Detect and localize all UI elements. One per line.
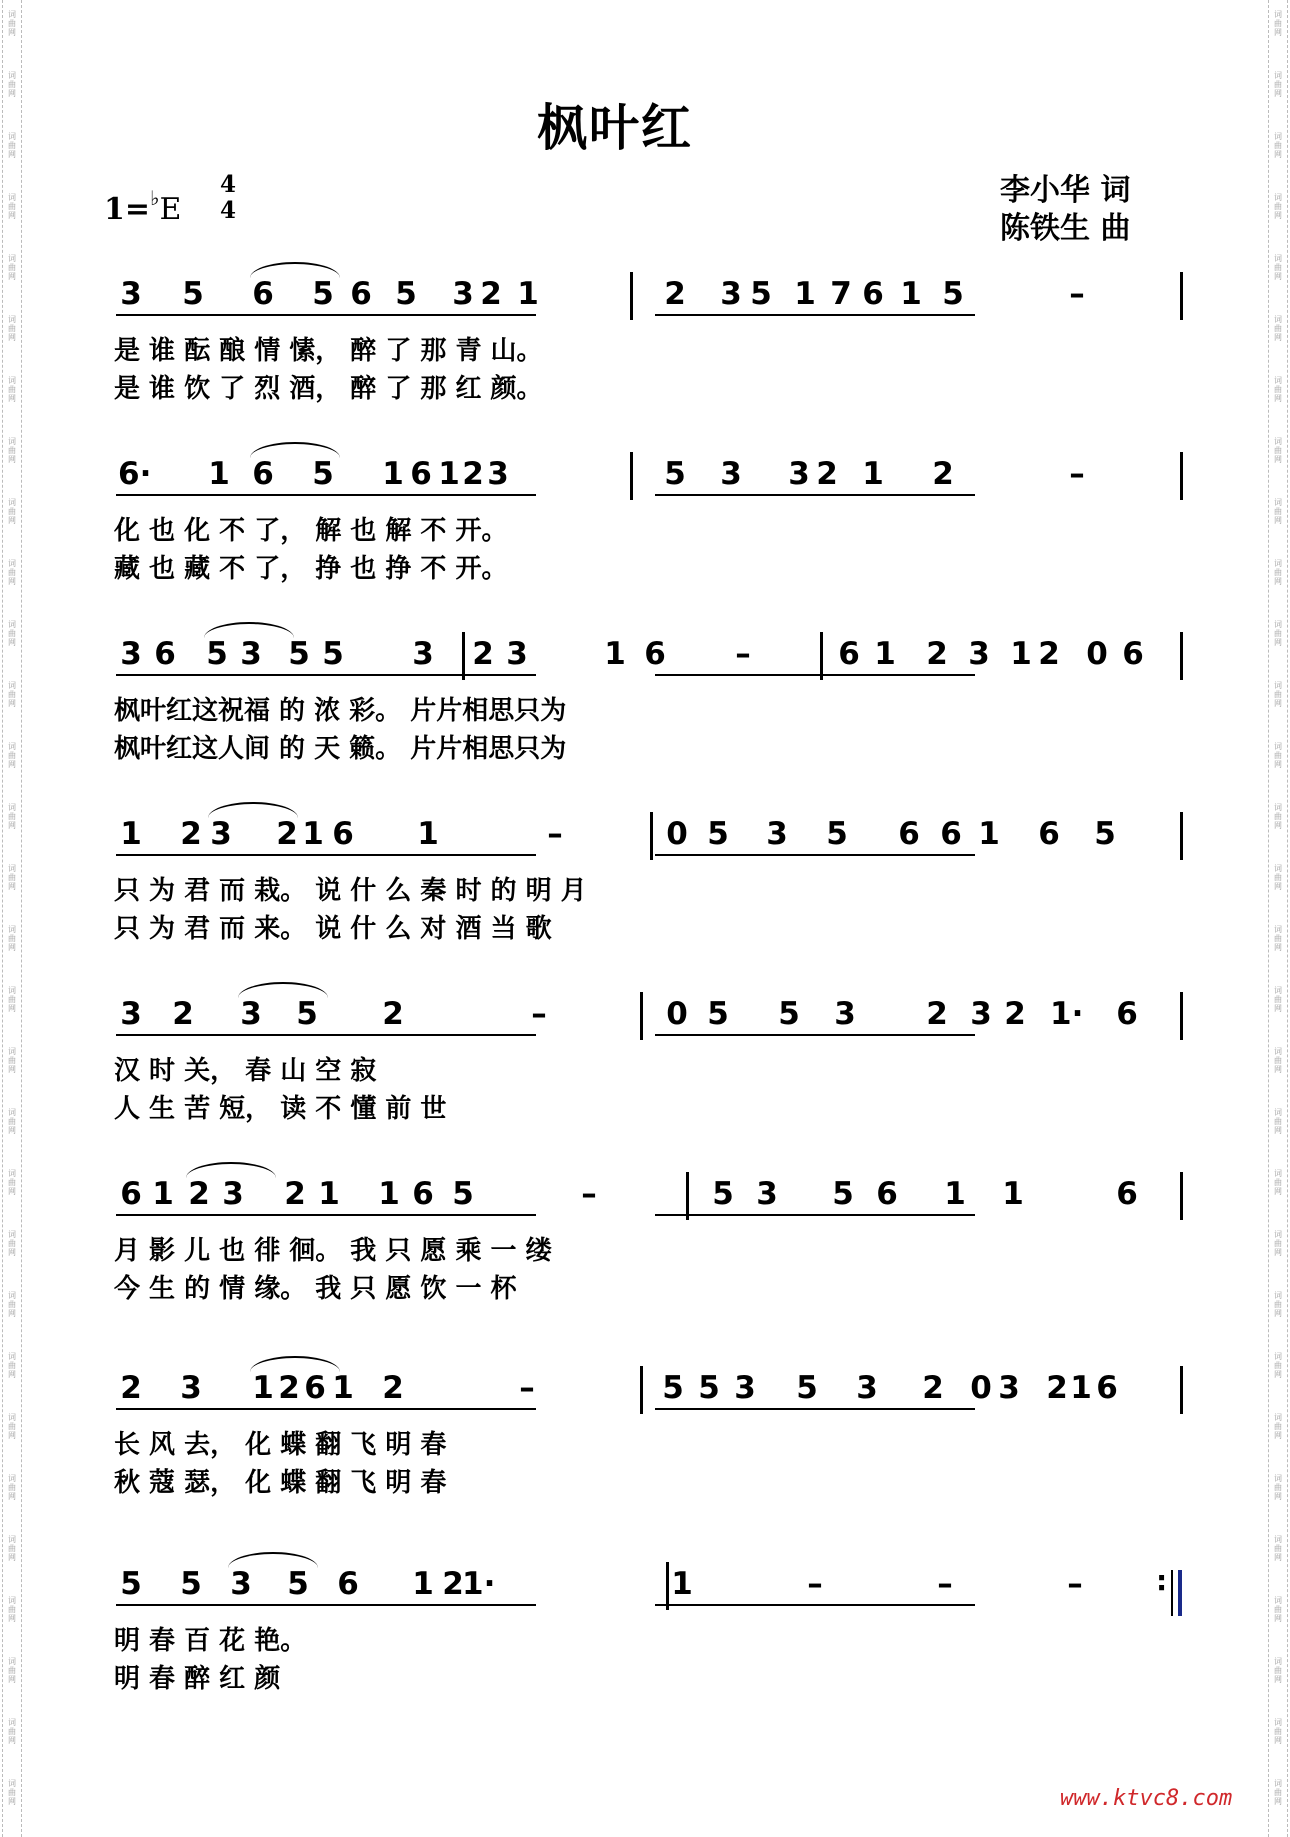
note: 6 bbox=[1116, 1176, 1138, 1212]
note: 2 bbox=[172, 996, 194, 1032]
slur-arc bbox=[186, 1162, 276, 1178]
note: 3 bbox=[856, 1370, 878, 1406]
note: 5 bbox=[452, 1176, 474, 1212]
note: – bbox=[531, 996, 547, 1032]
barline bbox=[640, 992, 643, 1040]
note: 3 bbox=[210, 816, 232, 852]
note: 6 bbox=[1116, 996, 1138, 1032]
watermark-text: 词曲网 bbox=[1274, 1596, 1282, 1623]
note: 1· bbox=[462, 1566, 496, 1602]
key-equals: = bbox=[124, 192, 151, 227]
note: 2 bbox=[472, 636, 494, 672]
watermark-text: 词曲网 bbox=[8, 1047, 16, 1074]
watermark-text: 词曲网 bbox=[8, 1779, 16, 1806]
lyric-verse-2: 枫叶红这人间 的 天 籁。 片片相思只为 bbox=[114, 734, 567, 764]
watermark-text: 词曲网 bbox=[1274, 498, 1282, 525]
beam-underline bbox=[116, 674, 536, 676]
note: 3 bbox=[720, 456, 742, 492]
watermark-text: 词曲网 bbox=[8, 1657, 16, 1684]
note: 0 bbox=[666, 816, 688, 852]
note: 6 bbox=[332, 816, 354, 852]
note: 6 bbox=[1096, 1370, 1118, 1406]
note: 5 bbox=[206, 636, 228, 672]
note: – bbox=[1069, 456, 1085, 492]
key-tonic: 1 bbox=[104, 192, 125, 227]
note: 1 bbox=[874, 636, 896, 672]
watermark-text: 词曲网 bbox=[8, 1413, 16, 1440]
note: 3 bbox=[734, 1370, 756, 1406]
beam-underline bbox=[655, 674, 975, 676]
time-signature-bottom: 4 bbox=[219, 197, 236, 224]
note: 5 bbox=[296, 996, 318, 1032]
note: 3 bbox=[968, 636, 990, 672]
watermark-text: 词曲网 bbox=[8, 1596, 16, 1623]
watermark-text: 词曲网 bbox=[8, 681, 16, 708]
final-barline-thick bbox=[1178, 1570, 1182, 1616]
note: 5 bbox=[832, 1176, 854, 1212]
key-note: E bbox=[159, 192, 182, 227]
note: 1 bbox=[378, 1176, 400, 1212]
note: 2 bbox=[120, 1370, 142, 1406]
note: 5 bbox=[826, 816, 848, 852]
note: 3 bbox=[788, 456, 810, 492]
note: – bbox=[807, 1566, 823, 1602]
note: 5 bbox=[778, 996, 800, 1032]
note: 1 bbox=[152, 1176, 174, 1212]
note: – bbox=[735, 636, 751, 672]
note: 5 bbox=[707, 996, 729, 1032]
watermark-text: 词曲网 bbox=[8, 498, 16, 525]
note: 2 bbox=[922, 1370, 944, 1406]
beam-underline bbox=[655, 1034, 975, 1036]
watermark-text: 词曲网 bbox=[1274, 254, 1282, 281]
note: 1 bbox=[944, 1176, 966, 1212]
watermark-text: 词曲网 bbox=[8, 620, 16, 647]
watermark-text: 词曲网 bbox=[8, 254, 16, 281]
note: 3 bbox=[222, 1176, 244, 1212]
note: 5 bbox=[698, 1370, 720, 1406]
note: – bbox=[581, 1176, 597, 1212]
flat-symbol: ♭ bbox=[150, 186, 160, 210]
watermark-text: 词曲网 bbox=[1274, 376, 1282, 403]
watermark-text: 词曲网 bbox=[1274, 71, 1282, 98]
note: 2 bbox=[278, 1370, 300, 1406]
note: 2 bbox=[276, 816, 298, 852]
watermark-text: 词曲网 bbox=[1274, 986, 1282, 1013]
watermark-text: 词曲网 bbox=[1274, 10, 1282, 37]
note: 5 bbox=[120, 1566, 142, 1602]
note: 3 bbox=[412, 636, 434, 672]
watermark-text: 词曲网 bbox=[8, 1230, 16, 1257]
note: 3 bbox=[756, 1176, 778, 1212]
note: 3 bbox=[506, 636, 528, 672]
note: 3 bbox=[240, 996, 262, 1032]
beam-underline bbox=[655, 1214, 975, 1216]
note: 2 bbox=[382, 996, 404, 1032]
lyric-verse-2: 只 为 君 而 来。 说 什 么 对 酒 当 歌 bbox=[114, 914, 552, 944]
barline bbox=[1180, 452, 1183, 500]
barline bbox=[1180, 1366, 1183, 1414]
note: 3 bbox=[240, 636, 262, 672]
note: – bbox=[519, 1370, 535, 1406]
watermark-text: 词曲网 bbox=[1274, 620, 1282, 647]
note: 3 bbox=[720, 276, 742, 312]
website-watermark: www.ktvc8.com bbox=[1060, 1786, 1233, 1811]
note: 1 bbox=[794, 276, 816, 312]
watermark-text: 词曲网 bbox=[8, 1352, 16, 1379]
barline bbox=[630, 452, 633, 500]
watermark-text: 词曲网 bbox=[1274, 1657, 1282, 1684]
watermark-text: 词曲网 bbox=[8, 1291, 16, 1318]
note: 5 bbox=[180, 1566, 202, 1602]
note: 3 bbox=[120, 996, 142, 1032]
note: 1 bbox=[412, 1566, 434, 1602]
slur-arc bbox=[204, 622, 294, 638]
beam-underline bbox=[116, 494, 536, 496]
note: 6· bbox=[118, 456, 152, 492]
watermark-text: 词曲网 bbox=[1274, 132, 1282, 159]
note: 5 bbox=[750, 276, 772, 312]
note: 5 bbox=[312, 456, 334, 492]
note: 6 bbox=[304, 1370, 326, 1406]
note: 5 bbox=[664, 456, 686, 492]
note: 6 bbox=[252, 276, 274, 312]
watermark-text: 词曲网 bbox=[1274, 925, 1282, 952]
beam-underline bbox=[655, 854, 975, 856]
note: 2 bbox=[926, 996, 948, 1032]
note: 6 bbox=[644, 636, 666, 672]
final-barline-thin bbox=[1171, 1570, 1173, 1616]
note: 3 bbox=[180, 1370, 202, 1406]
watermark-text: 词曲网 bbox=[8, 1108, 16, 1135]
watermark-text: 词曲网 bbox=[8, 1474, 16, 1501]
note: 1 bbox=[332, 1370, 354, 1406]
watermark-text: 词曲网 bbox=[8, 437, 16, 464]
watermark-text: 词曲网 bbox=[1274, 1413, 1282, 1440]
note: 5 bbox=[942, 276, 964, 312]
note: 2 bbox=[816, 456, 838, 492]
note: 6 bbox=[120, 1176, 142, 1212]
note: 2 bbox=[664, 276, 686, 312]
watermark-text: 词曲网 bbox=[1274, 1047, 1282, 1074]
time-signature-top: 4 bbox=[219, 171, 236, 198]
barline bbox=[462, 632, 465, 680]
note: 1 bbox=[208, 456, 230, 492]
beam-underline bbox=[116, 1214, 536, 1216]
barline bbox=[820, 632, 823, 680]
note: 2 bbox=[382, 1370, 404, 1406]
watermark-text: 词曲网 bbox=[1274, 1474, 1282, 1501]
watermark-text: 词曲网 bbox=[1274, 1718, 1282, 1745]
barline bbox=[686, 1172, 689, 1220]
lyric-verse-2: 人 生 苦 短， 读 不 懂 前 世 bbox=[114, 1094, 447, 1124]
note: 1 bbox=[604, 636, 626, 672]
watermark-text: 词曲网 bbox=[8, 315, 16, 342]
watermark-text: 词曲网 bbox=[8, 986, 16, 1013]
beam-underline bbox=[116, 1408, 536, 1410]
lyric-verse-1: 汉 时 关， 春 山 空 寂 bbox=[114, 1056, 377, 1086]
watermark-text: 词曲网 bbox=[1274, 742, 1282, 769]
note: 0 bbox=[666, 996, 688, 1032]
note: 3 bbox=[834, 996, 856, 1032]
lyric-verse-2: 明 春 醉 红 颜 bbox=[114, 1664, 281, 1694]
lyric-verse-2: 秋 蔻 瑟， 化 蝶 翻 飞 明 春 bbox=[114, 1468, 447, 1498]
watermark-text: 词曲网 bbox=[8, 1535, 16, 1562]
note: 6 bbox=[350, 276, 372, 312]
note: 5 bbox=[312, 276, 334, 312]
note: 2 bbox=[1004, 996, 1026, 1032]
note: 1 bbox=[438, 456, 460, 492]
beam-underline bbox=[655, 314, 975, 316]
lyric-verse-1: 枫叶红这祝福 的 浓 彩。 片片相思只为 bbox=[114, 696, 567, 726]
barline bbox=[1180, 632, 1183, 680]
watermark-text: 词曲网 bbox=[8, 132, 16, 159]
note: 0 bbox=[1086, 636, 1108, 672]
note: 6 bbox=[862, 276, 884, 312]
note: 2 bbox=[442, 1566, 464, 1602]
watermark-text: 词曲网 bbox=[1274, 437, 1282, 464]
note: 5 bbox=[707, 816, 729, 852]
watermark-text: 词曲网 bbox=[1274, 559, 1282, 586]
note: 1 bbox=[1070, 1370, 1092, 1406]
note: 6 bbox=[898, 816, 920, 852]
watermark-text: 词曲网 bbox=[1274, 1108, 1282, 1135]
watermark-text: 词曲网 bbox=[8, 864, 16, 891]
slur-arc bbox=[250, 262, 340, 278]
note: 3 bbox=[120, 636, 142, 672]
note: 1 bbox=[417, 816, 439, 852]
note: 5 bbox=[712, 1176, 734, 1212]
slur-arc bbox=[228, 1552, 318, 1568]
note: 6 bbox=[252, 456, 274, 492]
watermark-text: 词曲网 bbox=[8, 742, 16, 769]
composer: 陈铁生 曲 bbox=[1000, 211, 1131, 246]
note: 5 bbox=[796, 1370, 818, 1406]
watermark-text: 词曲网 bbox=[1274, 315, 1282, 342]
note: 7 bbox=[830, 276, 852, 312]
note: 2 bbox=[462, 456, 484, 492]
lyric-verse-2: 今 生 的 情 缘。 我 只 愿 饮 一 杯 bbox=[114, 1274, 517, 1304]
watermark-text: 词曲网 bbox=[8, 559, 16, 586]
note: – bbox=[1067, 1566, 1083, 1602]
barline bbox=[630, 272, 633, 320]
lyricist: 李小华 词 bbox=[1000, 173, 1131, 208]
lyric-verse-2: 是 谁 饮 了 烈 酒， 醉 了 那 红 颜。 bbox=[114, 374, 543, 404]
note: 2 bbox=[284, 1176, 306, 1212]
beam-underline bbox=[116, 314, 536, 316]
watermark-text: 词曲网 bbox=[8, 1718, 16, 1745]
beam-underline bbox=[655, 1408, 975, 1410]
note: 1 bbox=[978, 816, 1000, 852]
watermark-text: 词曲网 bbox=[1274, 193, 1282, 220]
watermark-text: 词曲网 bbox=[8, 10, 16, 37]
barline bbox=[1180, 992, 1183, 1040]
note: 1 bbox=[900, 276, 922, 312]
watermark-text: 词曲网 bbox=[1274, 1169, 1282, 1196]
note: 3 bbox=[230, 1566, 252, 1602]
note: 6 bbox=[838, 636, 860, 672]
note: 1 bbox=[382, 456, 404, 492]
lyric-verse-2: 藏 也 藏 不 了， 挣 也 挣 不 开。 bbox=[114, 554, 508, 584]
note: 0 bbox=[970, 1370, 992, 1406]
key-signature bbox=[104, 186, 181, 227]
lyric-verse-1: 长 风 去， 化 蝶 翻 飞 明 春 bbox=[114, 1430, 447, 1460]
note: – bbox=[1069, 276, 1085, 312]
watermark-text: 词曲网 bbox=[8, 193, 16, 220]
note: 6 bbox=[1038, 816, 1060, 852]
note: 1· bbox=[1050, 996, 1084, 1032]
note: 3 bbox=[998, 1370, 1020, 1406]
watermark-text: 词曲网 bbox=[1274, 1230, 1282, 1257]
song-title: 枫叶红 bbox=[537, 99, 693, 157]
lyric-verse-1: 明 春 百 花 艳。 bbox=[114, 1626, 307, 1656]
watermark-text: 词曲网 bbox=[8, 803, 16, 830]
note: 6 bbox=[940, 816, 962, 852]
note: 1 bbox=[862, 456, 884, 492]
lyric-verse-1: 只 为 君 而 栽。 说 什 么 秦 时 的 明 月 bbox=[114, 876, 587, 906]
note: 5 bbox=[395, 276, 417, 312]
repeat-sign: : bbox=[1156, 1564, 1168, 1597]
watermark-text: 词曲网 bbox=[1274, 864, 1282, 891]
slur-arc bbox=[250, 442, 340, 458]
slur-arc bbox=[250, 1356, 340, 1372]
barline bbox=[640, 1366, 643, 1414]
note: 1 bbox=[671, 1566, 693, 1602]
note: 2 bbox=[188, 1176, 210, 1212]
beam-underline bbox=[655, 1604, 975, 1606]
watermark-text: 词曲网 bbox=[1274, 1291, 1282, 1318]
note: 6 bbox=[154, 636, 176, 672]
note: 3 bbox=[766, 816, 788, 852]
note: 1 bbox=[517, 276, 539, 312]
barline bbox=[1180, 272, 1183, 320]
watermark-text: 词曲网 bbox=[8, 71, 16, 98]
note: 1 bbox=[302, 816, 324, 852]
note: 2 bbox=[1046, 1370, 1068, 1406]
note: 5 bbox=[182, 276, 204, 312]
note: 5 bbox=[322, 636, 344, 672]
lyric-verse-1: 月 影 儿 也 徘 徊。 我 只 愿 乘 一 缕 bbox=[114, 1236, 552, 1266]
slur-arc bbox=[208, 802, 298, 818]
note: 6 bbox=[1122, 636, 1144, 672]
watermark-text: 词曲网 bbox=[1274, 681, 1282, 708]
watermark-text: 词曲网 bbox=[8, 376, 16, 403]
note: 5 bbox=[1094, 816, 1116, 852]
note: 6 bbox=[412, 1176, 434, 1212]
note: 2 bbox=[180, 816, 202, 852]
note: 2 bbox=[926, 636, 948, 672]
barline bbox=[1180, 812, 1183, 860]
note: 1 bbox=[120, 816, 142, 852]
watermark-text: 词曲网 bbox=[8, 1169, 16, 1196]
note: 1 bbox=[318, 1176, 340, 1212]
note: 5 bbox=[288, 636, 310, 672]
note: 2 bbox=[1038, 636, 1060, 672]
note: – bbox=[547, 816, 563, 852]
note: 6 bbox=[337, 1566, 359, 1602]
note: 1 bbox=[1010, 636, 1032, 672]
slur-arc bbox=[238, 982, 328, 998]
lyric-verse-1: 化 也 化 不 了， 解 也 解 不 开。 bbox=[114, 516, 508, 546]
watermark-text: 词曲网 bbox=[1274, 1779, 1282, 1806]
barline bbox=[650, 812, 653, 860]
note: 5 bbox=[662, 1370, 684, 1406]
note: 2 bbox=[932, 456, 954, 492]
note: 3 bbox=[452, 276, 474, 312]
note: 2 bbox=[480, 276, 502, 312]
score-line bbox=[0, 1548, 1290, 1808]
note: – bbox=[937, 1566, 953, 1602]
note: 3 bbox=[970, 996, 992, 1032]
barline bbox=[666, 1562, 669, 1610]
beam-underline bbox=[655, 494, 975, 496]
beam-underline bbox=[116, 1604, 536, 1606]
time-signature bbox=[218, 172, 238, 224]
watermark-text: 词曲网 bbox=[1274, 1535, 1282, 1562]
note: 3 bbox=[120, 276, 142, 312]
beam-underline bbox=[116, 1034, 536, 1036]
note: 6 bbox=[410, 456, 432, 492]
barline bbox=[1180, 1172, 1183, 1220]
note: 3 bbox=[487, 456, 509, 492]
note: 1 bbox=[1002, 1176, 1024, 1212]
lyric-verse-1: 是 谁 酝 酿 情 愫， 醉 了 那 青 山。 bbox=[114, 336, 543, 366]
note: 5 bbox=[287, 1566, 309, 1602]
watermark-text: 词曲网 bbox=[8, 925, 16, 952]
watermark-text: 词曲网 bbox=[1274, 1352, 1282, 1379]
credits bbox=[1000, 172, 1130, 248]
note: 1 bbox=[252, 1370, 274, 1406]
beam-underline bbox=[116, 854, 536, 856]
note: 6 bbox=[876, 1176, 898, 1212]
watermark-text: 词曲网 bbox=[1274, 803, 1282, 830]
